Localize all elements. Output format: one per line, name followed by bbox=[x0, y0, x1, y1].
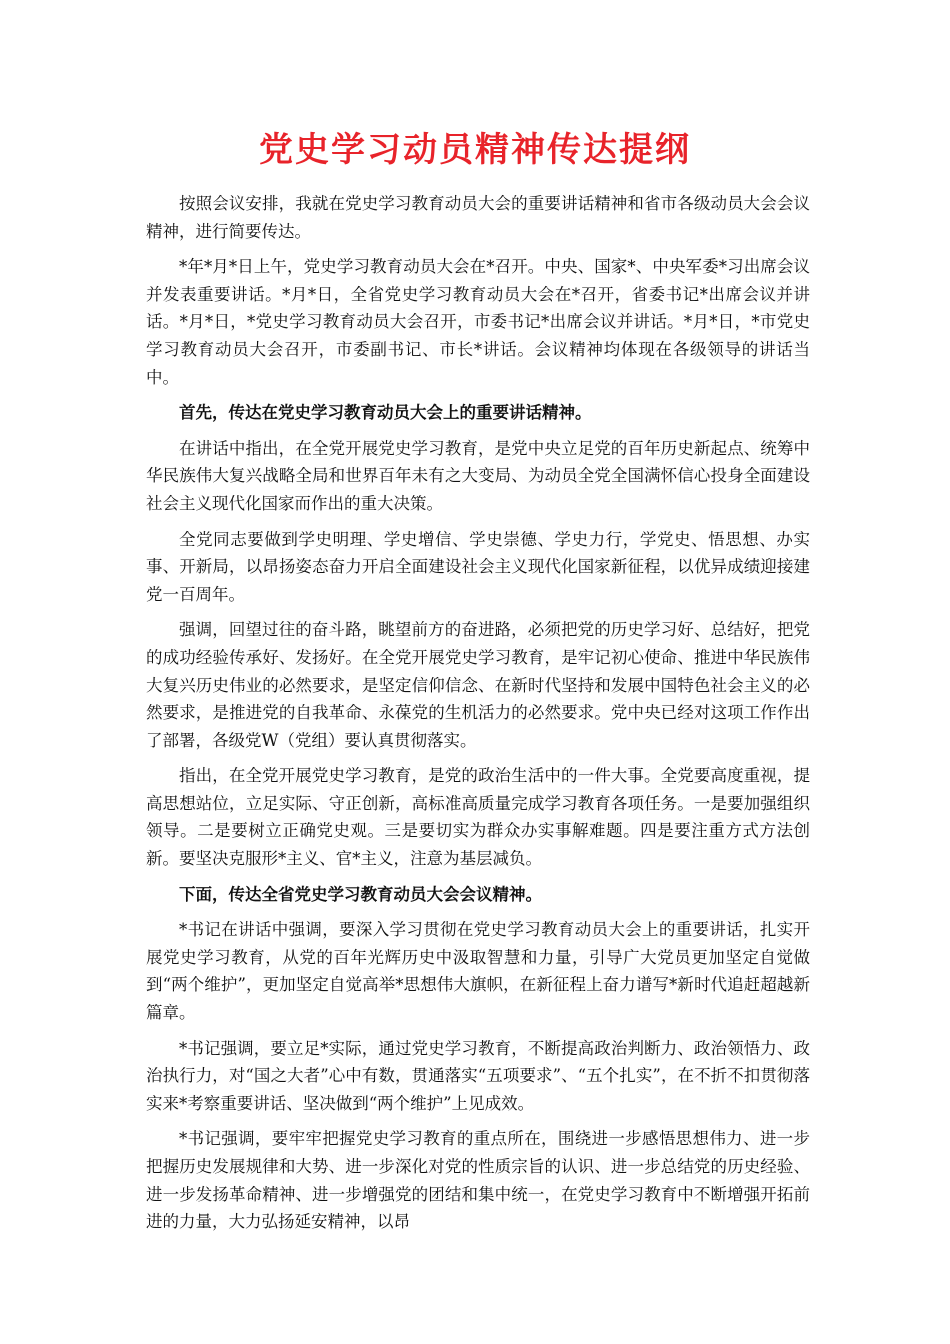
paragraph-2: *年*月*日上午，党史学习教育动员大会在*召开。中央、国家*、中央军委*习出席会议并发表重要讲话。*月*日，全省党史学习教育动员大会在*召开，省委书记*出席会议并讲话。*月*日，*党史学习教育动员大会召开，市委书记*出席会议并讲话。*月*日，*市党史学习教育动员大会召开，市委副书记、市长*讲话。会议精神均体现在各级领导的讲话当中。 bbox=[146, 257, 810, 387]
paragraph-7: *书记在讲话中强调，要深入学习贯彻在党史学习教育动员大会上的重要讲话，扎实开展党史学习教育，从党的百年光辉历史中汲取智慧和力量，引导广大党员更加坚定自觉做到“两个维护”，更加坚定自觉高举*思想伟大旗帜，在新征程上奋力谱写*新时代追赶超越新篇章。 bbox=[146, 920, 810, 1023]
paragraph-1: 按照会议安排，我就在党史学习教育动员大会的重要讲话精神和省市各级动员大会会议精神，进行简要传达。 bbox=[146, 194, 810, 241]
paragraph-5: 强调，回望过往的奋斗路，眺望前方的奋进路，必须把党的历史学习好、总结好，把党的成功经验传承好、发扬好。在全党开展党史学习教育，是牢记初心使命、推进中华民族伟大复兴历史伟业的必然要求，是坚定信仰信念、在新时代坚持和发展中国特色社会主义的必然要求，是推进党的自我革命、永葆党的生机活力的必然要求。党中央已经对这项工作作出了部署，各级党W（党组）要认真贯彻落实。 bbox=[146, 620, 810, 750]
paragraph-9: *书记强调，要牢牢把握党史学习教育的重点所在，围绕进一步感悟思想伟力、进一步把握历史发展规律和大势、进一步深化对党的性质宗旨的认识、进一步总结党的历史经验、进一步发扬革命精神、进一步增强党的团结和集中统一，在党史学习教育中不断增强开拓前进的力量，大力弘扬延安精神，以昂 bbox=[146, 1129, 810, 1232]
document-body bbox=[146, 190, 810, 1244]
paragraph-3: 在讲话中指出，在全党开展党史学习教育，是党中央立足党的百年历史新起点、统筹中华民族伟大复兴战略全局和世界百年未有之大变局、为动员全党全国满怀信心投身全面建设社会主义现代化国家而作出的重大决策。 bbox=[146, 438, 810, 513]
section-heading-2: 下面，传达全省党史学习教育动员大会会议精神。 bbox=[179, 884, 542, 904]
section-heading-1: 首先，传达在党史学习教育动员大会上的重要讲话精神。 bbox=[179, 403, 592, 423]
page-title: 党史学习动员精神传达提纲 bbox=[259, 130, 691, 170]
paragraph-4: 全党同志要做到学史明理、学史增信、学史崇德、学史力行，学党史、悟思想、办实事、开新局，以昂扬姿态奋力开启全面建设社会主义现代化国家新征程，以优异成绩迎接建党一百周年。 bbox=[146, 529, 810, 604]
paragraph-6: 指出，在全党开展党史学习教育，是党的政治生活中的一件大事。全党要高度重视，提高思想站位，立足实际、守正创新，高标准高质量完成学习教育各项任务。一是要加强组织领导。二是要树立正确党史观。三是要切实为群众办实事解难题。四是要注重方式方法创新。要坚决克服形*主义、官*主义，注意为基层减负。 bbox=[146, 766, 810, 869]
paragraph-8: *书记强调，要立足*实际，通过党史学习教育，不断提高政治判断力、政治领悟力、政治执行力，对“国之大者”心中有数，贯通落实“五项要求”、“五个扎实”，在不折不扣贯彻落实来*考察重要讲话、坚决做到“两个维护”上见成效。 bbox=[146, 1038, 810, 1113]
